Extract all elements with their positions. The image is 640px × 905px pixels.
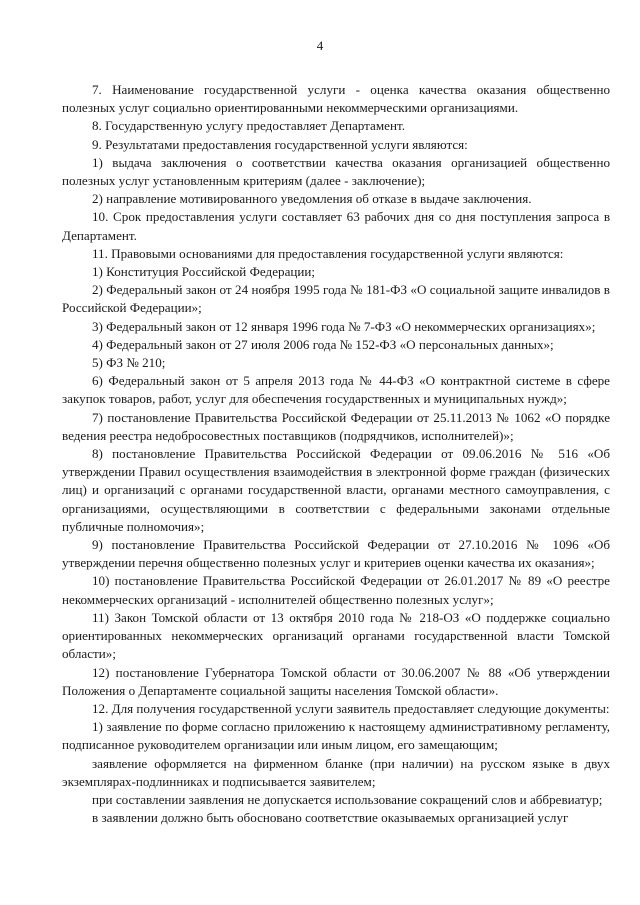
paragraph-8-provider: 8. Государственную услугу предоставляет Департамент. (92, 118, 405, 134)
legal-basis-6: 6) Федеральный закон от 5 апреля 2013 года № 44-ФЗ «О контрактной системе в сфере закупок товаров, работ, услуг для обеспечения государственных и муниципальных нужд»; (62, 373, 610, 407)
paragraph-12-documents: 12. Для получения государственной услуги заявитель предоставляет следующие документы: (92, 700, 610, 716)
legal-basis-7: 7) постановление Правительства Российской Федерации от 25.11.2013 № 1062 «О порядке ведения реестра недобросовестных поставщиков (подрядчиков, исполнителей)»; (62, 409, 610, 443)
legal-basis-1: 1) Конституция Российской Федерации; (92, 264, 316, 280)
paragraph-10-term: 10. Срок предоставления услуги составляет 63 рабочих дня со дня поступления запроса в Департамент. (62, 209, 610, 243)
legal-basis-2: 2) Федеральный закон от 24 ноября 1995 года № 181-ФЗ «О социальной защите инвалидов в Российской Федерации»; (62, 282, 610, 316)
legal-basis-11: 11) Закон Томской области от 13 октября 2010 года № 218-ОЗ «О поддержке социально ориентированных некоммерческих организаций органами государственной власти Томской области»; (62, 609, 610, 662)
legal-basis-10: 10) постановление Правительства Российской Федерации от 26.01.2017 № 89 «О реестре некоммерческих организаций - исполнителей общественно полезных услуг»; (62, 573, 610, 607)
legal-basis-12: 12) постановление Губернатора Томской области от 30.06.2007 № 88 «Об утверждении Положения о Департаменте социальной защиты населения Томской области». (62, 664, 610, 698)
paragraph-11-legal-bases: 11. Правовыми основаниями для предоставления государственной услуги являются: (92, 245, 564, 261)
page-number: 4 (316, 38, 324, 53)
legal-basis-4: 4) Федеральный закон от 27 июля 2006 года № 152-ФЗ «О персональных данных»; (92, 336, 554, 352)
application-justification-rule: в заявлении должно быть обосновано соответствие оказываемых организацией услуг (92, 810, 569, 826)
paragraph-9-results: 9. Результатами предоставления государственной услуги являются: (92, 136, 468, 152)
legal-basis-5: 5) ФЗ № 210; (92, 355, 166, 371)
legal-basis-8: 8) постановление Правительства Российской Федерации от 09.06.2016 № 516 «Об утверждении Правил осуществления взаимодействия в электронной форме граждан (физических лиц) и организаций с органами государственной власти, органами местного самоуправления, с организациями, осуществляющими в соответствии с федеральными законами отдельные публичные полномочия»; (62, 446, 610, 534)
document-body (62, 81, 610, 827)
result-item-2: 2) направление мотивированного уведомления об отказе в выдаче заключения. (92, 191, 532, 207)
result-item-1: 1) выдача заключения о соответствии качества оказания организацией общественно полезных услуг установленным критериям (далее - заключение); (62, 154, 610, 189)
application-abbreviation-rule: при составлении заявления не допускается использование сокращений слов и аббревиатур; (92, 791, 603, 807)
paragraph-7-service-name: 7. Наименование государственной услуги - оценка качества оказания общественно полезных услуг социально ориентированными некоммерческими организациями. (62, 82, 610, 116)
document-item-1: 1) заявление по форме согласно приложению к настоящему административному регламенту, подписанное руководителем организации или иным лицом, его замещающим; (62, 719, 610, 753)
legal-basis-9: 9) постановление Правительства Российской Федерации от 27.10.2016 № 1096 «Об утверждении перечня общественно полезных услуг и критериев оценки качества их оказания»; (62, 537, 610, 571)
application-format-rule: заявление оформляется на фирменном бланке (при наличии) на русском языке в двух экземплярах-подлинниках и подписывается заявителем; (62, 755, 610, 789)
legal-basis-3: 3) Федеральный закон от 12 января 1996 года № 7-ФЗ «О некоммерческих организациях»; (92, 318, 596, 334)
